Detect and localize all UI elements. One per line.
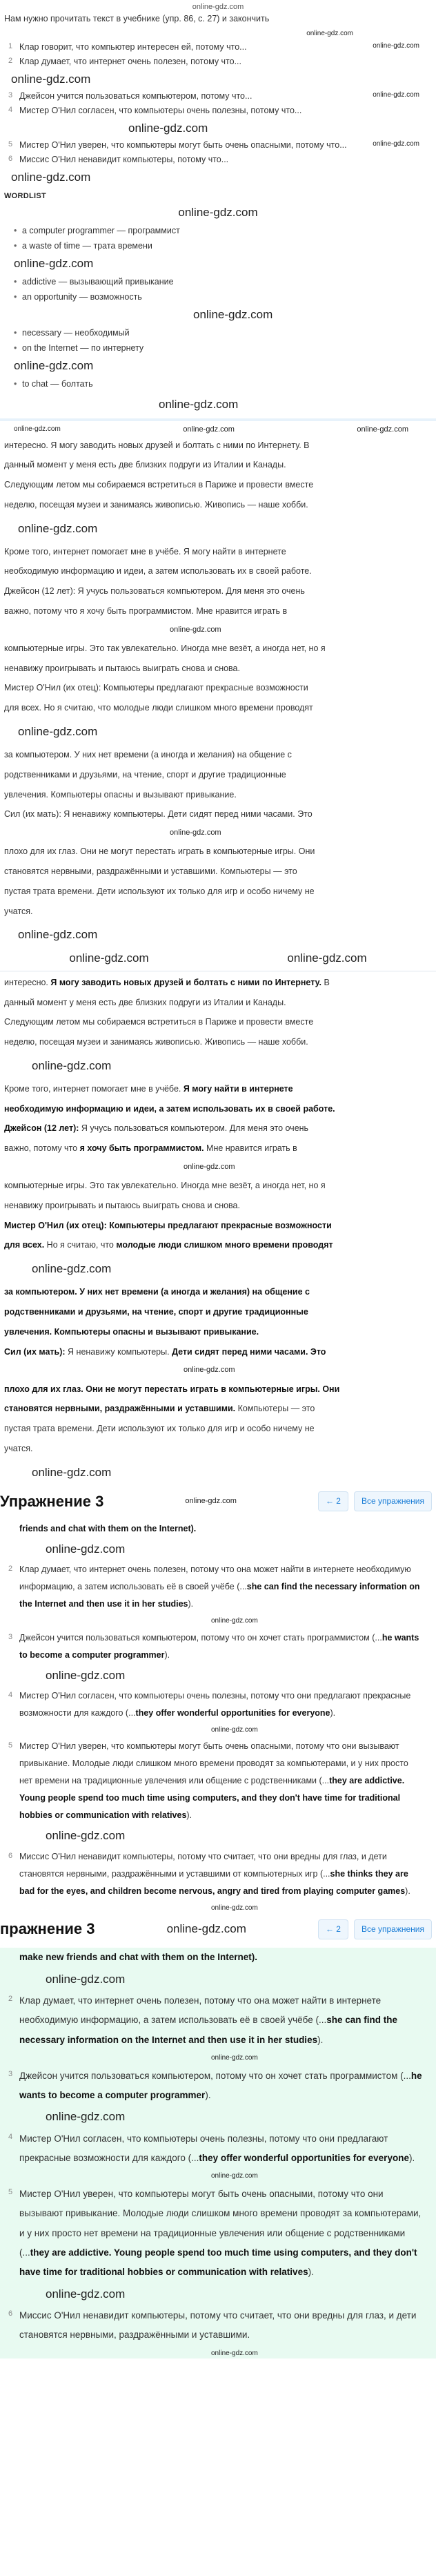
highlighted-text: для всех.	[4, 1240, 45, 1250]
plain-text: Клар думает, что интернет очень полезен, потому что она может найти в интернете необходимую информацию, а затем использовать её в своей учёбе (...	[19, 1565, 411, 1592]
plain-text: Но я считаю, что	[44, 1240, 117, 1250]
item-number: 5	[8, 140, 13, 149]
plain-text: Я ненавижу компьютеры.	[65, 1346, 172, 1357]
wordlist-title: WORDLIST	[4, 192, 47, 201]
translation-line	[4, 1176, 424, 1196]
plain-text: ).	[308, 2267, 314, 2278]
watermark: online-gdz.com	[373, 90, 419, 99]
wordlist-item: • an opportunity — возможность	[14, 291, 432, 304]
translation-line	[4, 1282, 424, 1302]
translation-line	[4, 1032, 424, 1052]
watermark: online-gdz.com	[211, 1904, 258, 1912]
watermark: online-gdz.com	[46, 2287, 126, 2301]
watermark: online-gdz.com	[11, 72, 91, 86]
plain-text: данный момент у меня есть две близких подруги из Италии и Канады.	[4, 997, 286, 1007]
sentence-item	[4, 153, 419, 166]
item-number: 2	[8, 1995, 13, 2004]
plain-text: Мистер О'Нил уверен, что компьютеры могут быть очень опасными, потому что они вызывают привыкание. Молодые люди слишком много времени проводят за компьютерами, и у них просто нет времени на традиционные увлечения или общение с родственниками (...	[19, 2188, 422, 2258]
plain-text: Миссис О'Нил ненавидит компьютеры, потому что считает, что они вредны для глаз, и дети становятся нервными, раздражёнными и уставшими от компьютерных игр (...	[19, 1851, 387, 1879]
watermark: online-gdz.com	[32, 1058, 112, 1072]
exercise-title: пражнение 3	[0, 1920, 95, 1938]
highlighted-text: they offer wonderful opportunities for everyone	[135, 1707, 330, 1718]
translation-line	[4, 1216, 424, 1236]
top-watermark: online-gdz.com	[192, 3, 244, 11]
all-exercises-button[interactable]: Все упражнения	[354, 1491, 432, 1511]
plain-text: Клар думает, что интернет очень полезен, потому что она может найти в интернете необходимую информацию, а затем использовать её в своей учёбе (...	[19, 1995, 382, 2026]
translation-line: пустая трата времени. Дети используют их только для игр и особо ничему не	[4, 886, 315, 896]
sentence-text: Клар говорит, что компьютер интересен ей, потому что...	[19, 41, 247, 52]
highlighted-text: за компьютером. У них нет времени (а иногда и желания) на общение с	[4, 1287, 310, 1297]
translation-line: компьютерные игры. Это так увлекательно. Иногда мне везёт, а иногда нет, но я	[4, 643, 326, 653]
translation-line	[4, 1235, 424, 1255]
item-number: 6	[8, 155, 13, 164]
translation-line	[4, 1379, 424, 1400]
translation-line: Сил (их мать): Я ненавижу компьютеры. Дети сидят перед ними часами. Это	[4, 809, 313, 820]
watermark: online-gdz.com	[159, 398, 239, 411]
prev-exercise-button[interactable]: ← 2	[318, 1491, 348, 1511]
item-number: 3	[8, 90, 13, 99]
watermark: online-gdz.com	[211, 2349, 258, 2357]
translation-line	[4, 1302, 424, 1322]
watermark: online-gdz.com	[14, 257, 94, 271]
plain-text: интересно.	[4, 977, 51, 987]
highlighted-text: they offer wonderful opportunities for everyone	[199, 2153, 409, 2163]
watermark: online-gdz.com	[11, 170, 91, 184]
watermark: online-gdz.com	[373, 140, 419, 148]
item-number: 5	[8, 1741, 13, 1750]
watermark: online-gdz.com	[185, 1497, 237, 1506]
translation-line: становятся нервными, раздражёнными и уставшими. Компьютеры — это	[4, 866, 297, 877]
highlighted-text: friends and chat with them on the Internet).	[19, 1523, 197, 1533]
plain-text: пустая трата времени. Дети используют их только для игр и особо ничему не	[4, 1424, 315, 1434]
highlighted-text: Мистер О'Нил (их отец): Компьютеры предлагают прекрасные возможности	[4, 1220, 332, 1230]
answer-item	[4, 1738, 424, 1824]
exercise-header	[0, 1913, 436, 1945]
exercise-title: Упражнение 3	[0, 1492, 104, 1510]
answer-item	[4, 1561, 424, 1613]
highlighted-text: становятся нервными, раздражёнными и уставшими.	[4, 1404, 236, 1414]
translation-line: для всех. Но я считаю, что молодые люди слишком много времени проводят	[4, 703, 313, 713]
highlighted-text: Сил (их мать):	[4, 1346, 66, 1357]
plain-text: учатся.	[4, 1443, 33, 1453]
plain-text: ).	[408, 2153, 415, 2163]
answer-item	[4, 2066, 424, 2106]
highlighted-text: Джейсон (12 лет):	[4, 1123, 79, 1134]
item-number: 3	[8, 1632, 13, 1641]
plain-text: ).	[317, 2034, 324, 2045]
translation-line	[4, 1099, 424, 1119]
plain-text: компьютерные игры. Это так увлекательно. Иногда мне везёт, а иногда нет, но я	[4, 1181, 326, 1191]
sentences-list	[4, 41, 419, 186]
translation-line: данный момент у меня есть две близких подруги из Италии и Канады.	[4, 460, 286, 470]
wordlist-item: • on the Internet — по интернету	[14, 342, 432, 355]
watermark: online-gdz.com	[183, 425, 235, 434]
plain-text: ненавижу проигрывать и пытаюсь выиграть снова и снова.	[4, 1200, 240, 1210]
highlighted-text: she can find the necessary information on the Internet and then use it in her studies	[19, 1582, 420, 1609]
divider	[0, 418, 436, 421]
plain-text: ).	[405, 1886, 410, 1896]
plain-text: Я учусь пользоваться компьютером. Для меня это очень	[79, 1123, 309, 1134]
watermark: online-gdz.com	[46, 1668, 126, 1682]
translation-line	[4, 1012, 424, 1032]
answer-item	[4, 1948, 424, 1967]
watermark: online-gdz.com	[46, 1542, 126, 1556]
translation-line: увлечения. Компьютеры опасны и вызывают привыкание.	[4, 789, 237, 800]
watermark: online-gdz.com	[373, 41, 419, 50]
prev-exercise-button[interactable]: ← 2	[318, 1919, 348, 1939]
sentence-text: Мистер О'Нил уверен, что компьютеры могут быть очень опасными, потому что...	[19, 140, 347, 151]
highlighted-text: молодые люди слишком много времени проводят	[116, 1240, 333, 1250]
sentence-text: Джейсон учится пользоваться компьютером, потому что...	[19, 90, 252, 101]
plain-text: Следующим летом мы собираемся встретиться в Париже и провести вместе	[4, 1017, 314, 1027]
answer-item	[4, 2185, 424, 2283]
plain-text: ).	[188, 1599, 194, 1609]
plain-text: Миссис О'Нил ненавидит компьютеры, потому что считает, что они вредны для глаз, и дети становятся нервными, раздражёнными и уставшими.	[19, 2309, 417, 2341]
sentence-text: Клар думает, что интернет очень полезен, потому что...	[19, 57, 242, 67]
translation-text	[0, 436, 436, 949]
translation-line	[4, 1118, 424, 1139]
watermark: online-gdz.com	[166, 1922, 246, 1936]
watermark: online-gdz.com	[46, 2110, 126, 2124]
answer-item	[4, 2129, 424, 2169]
translation-line: Следующим летом мы собираемся встретиться в Париже и провести вместе	[4, 480, 314, 490]
watermark: online-gdz.com	[306, 30, 353, 38]
watermark: online-gdz.com	[211, 1725, 258, 1734]
sentence-item	[4, 90, 419, 103]
answer-item	[4, 1520, 424, 1538]
answer-item	[4, 1848, 424, 1900]
wordlist-item: • a waste of time — трата времени	[14, 240, 432, 253]
sentence-item	[4, 41, 419, 54]
highlighted-text: родственниками и друзьями, на чтение, спорт и другие традиционные	[4, 1307, 308, 1317]
highlighted-text: я хочу быть программистом.	[79, 1143, 204, 1154]
item-number: 6	[8, 1851, 13, 1860]
answer-item	[4, 1629, 424, 1664]
wordlist-item: • a computer programmer — программист	[14, 224, 432, 238]
sentence-text: Мистер О'Нил согласен, что компьютеры очень полезны, потому что...	[19, 106, 302, 116]
translation-line: плохо для их глаз. Они не могут перестать играть в компьютерные игры. Они	[4, 846, 315, 857]
item-number: 2	[8, 1565, 13, 1573]
highlighted-text: he wants to become a computer programmer	[19, 2070, 422, 2100]
watermark: online-gdz.com	[14, 359, 94, 373]
item-number: 1	[8, 41, 13, 50]
item-number: 4	[8, 1690, 13, 1699]
highlighted-text: увлечения. Компьютеры опасны и вызывают привыкание.	[4, 1326, 259, 1337]
plain-text: важно, потому что	[4, 1143, 80, 1154]
translation-line: родственниками и друзьями, на чтение, спорт и другие традиционные	[4, 769, 286, 779]
watermark: online-gdz.com	[357, 425, 408, 434]
translation-line	[4, 1419, 424, 1439]
watermark: online-gdz.com	[46, 1972, 126, 1986]
translation-text-highlighted	[0, 973, 436, 1486]
plain-text: ).	[164, 1649, 170, 1660]
sentence-text: Миссис О'Нил ненавидит компьютеры, потому что...	[19, 155, 229, 165]
highlighted-text: необходимую информацию и идеи, а затем использовать их в своей работе.	[4, 1103, 335, 1114]
highlighted-text: she can find the necessary information on the Internet and then use it in her studies	[19, 2015, 397, 2045]
wordlist-item: • addictive — вызывающий привыкание	[14, 275, 432, 289]
sentence-item	[4, 55, 419, 68]
watermark: online-gdz.com	[32, 1465, 112, 1479]
highlighted-text: she thinks they are bad for the eyes, and children become nervous, angry and tired from playing computer games	[19, 1868, 408, 1896]
highlighted-text: they are addictive. Young people spend too much time using computers, and they don't have time for traditional hobbies or communication with relatives	[19, 2247, 417, 2278]
translation-line: важно, потому что я хочу быть программистом. Мне нравится играть в	[4, 606, 288, 616]
item-number: 4	[8, 106, 13, 115]
plain-text: ).	[205, 2089, 211, 2100]
item-number: 4	[8, 2132, 13, 2141]
exercise-nav	[318, 1491, 432, 1511]
task-text: Нам нужно прочитать текст в учебнике (упр. 86, с. 27) и закончить	[4, 14, 270, 23]
watermark: online-gdz.com	[18, 928, 98, 942]
sentence-item	[4, 104, 419, 117]
plain-text: Компьютеры — это	[235, 1404, 315, 1414]
plain-text: ).	[330, 1707, 336, 1718]
watermark: online-gdz.com	[69, 951, 149, 965]
highlighted-text: make new friends and chat with them on the Internet).	[19, 1952, 258, 1963]
watermark: online-gdz.com	[184, 1162, 235, 1171]
plain-text: Джейсон учится пользоваться компьютером, потому что он хочет стать программистом (...	[19, 1632, 382, 1643]
watermark: online-gdz.com	[211, 1617, 258, 1625]
answer-item	[4, 1991, 424, 2050]
translation-line: необходимую информацию и идеи, а затем использовать их в своей работе.	[4, 566, 312, 577]
highlighted-text: Дети сидят перед ними часами. Это	[172, 1346, 326, 1357]
translation-line	[4, 1079, 424, 1099]
wordlist-item: • necessary — необходимый	[14, 327, 432, 340]
plain-text: Джейсон учится пользоваться компьютером, потому что он хочет стать программистом (...	[19, 2070, 411, 2081]
answer-item	[4, 1687, 424, 1722]
translation-line: за компьютером. У них нет времени (а иногда и желания) на общение с	[4, 750, 292, 760]
wordlist-item: • to chat — болтать	[14, 378, 432, 391]
answers-list	[4, 1948, 424, 2359]
translation-line	[4, 993, 424, 1013]
watermark: online-gdz.com	[170, 625, 221, 634]
translation-line	[4, 1196, 424, 1216]
translation-line	[4, 1139, 424, 1159]
translation-line: Кроме того, интернет помогает мне в учёбе. Я могу найти в интернете	[4, 546, 286, 556]
watermark: online-gdz.com	[18, 521, 98, 535]
watermark: online-gdz.com	[211, 2054, 258, 2062]
watermark: online-gdz.com	[18, 724, 98, 738]
highlighted-text: he wants to become a computer programmer	[19, 1632, 419, 1660]
plain-text: Мистер О'Нил согласен, что компьютеры очень полезны, потому что они предлагают прекрасные возможности для каждого (...	[19, 2133, 388, 2163]
watermark: online-gdz.com	[178, 206, 258, 220]
watermark: online-gdz.com	[211, 2172, 258, 2180]
highlighted-text: Я могу найти в интернете	[183, 1083, 293, 1094]
item-number: 6	[8, 2309, 13, 2318]
watermark: online-gdz.com	[170, 829, 221, 837]
translation-line: ненавижу проигрывать и пытаюсь выиграть снова и снова.	[4, 663, 240, 673]
translation-line: Джейсон (12 лет): Я учусь пользоваться компьютером. Для меня это очень	[4, 586, 305, 597]
translation-line: неделю, посещая музеи и занимаясь живописью. Живопись — наше хобби.	[4, 499, 308, 510]
plain-text: Мистер О'Нил согласен, что компьютеры очень полезны, потому что они предлагают прекрасные возможности для каждого (...	[19, 1690, 411, 1718]
translation-line: Мистер О'Нил (их отец): Компьютеры предлагают прекрасные возможности	[4, 683, 308, 693]
translation-line	[4, 1439, 424, 1459]
translation-line: учатся.	[4, 906, 33, 916]
watermark: online-gdz.com	[193, 308, 273, 322]
item-number: 2	[8, 57, 13, 66]
answer-item	[4, 2306, 424, 2345]
watermark: online-gdz.com	[184, 1366, 235, 1375]
plain-text: неделю, посещая музеи и занимаясь живописью. Живопись — наше хобби.	[4, 1037, 308, 1047]
highlighted-text: they are addictive. Young people spend too much time using computers, and they don't have time for traditional hobbies or communication with relatives	[19, 1776, 405, 1821]
highlighted-text: Я могу заводить новых друзей и болтать с ними по Интернету.	[50, 977, 321, 987]
plain-text: ).	[186, 1810, 192, 1821]
watermark: online-gdz.com	[32, 1262, 112, 1276]
translation-line	[4, 1399, 424, 1419]
translation-line	[4, 1322, 424, 1342]
plain-text: В	[321, 977, 330, 987]
translation-line	[4, 1342, 424, 1362]
answers-list	[4, 1520, 424, 1914]
watermark: online-gdz.com	[46, 1829, 126, 1843]
plain-text: Кроме того, интернет помогает мне в учёбе.	[4, 1083, 184, 1094]
wordlist	[0, 224, 436, 391]
highlighted-text: плохо для их глаз. Они не могут перестать играть в компьютерные игры. Они	[4, 1384, 340, 1394]
translation-line	[4, 973, 424, 993]
sentence-item	[4, 139, 419, 152]
watermark: online-gdz.com	[287, 951, 367, 965]
exercise-header	[0, 1486, 436, 1518]
watermark: online-gdz.com	[128, 121, 208, 135]
item-number: 3	[8, 2069, 13, 2078]
exercise-nav	[318, 1919, 432, 1939]
watermark: online-gdz.com	[14, 425, 61, 433]
plain-text: Мне нравится играть в	[204, 1143, 297, 1154]
plain-text: Мистер О'Нил уверен, что компьютеры могут быть очень опасными, потому что они вызывают привыкание. Молодые люди слишком много времени проводят за компьютерами, и у них просто нет времени на традиционные увлечения или общение с родственниками (...	[19, 1741, 408, 1786]
all-exercises-button[interactable]: Все упражнения	[354, 1919, 432, 1939]
item-number: 5	[8, 2187, 13, 2196]
translation-line: интересно. Я могу заводить новых друзей и болтать с ними по Интернету. В	[4, 440, 310, 450]
